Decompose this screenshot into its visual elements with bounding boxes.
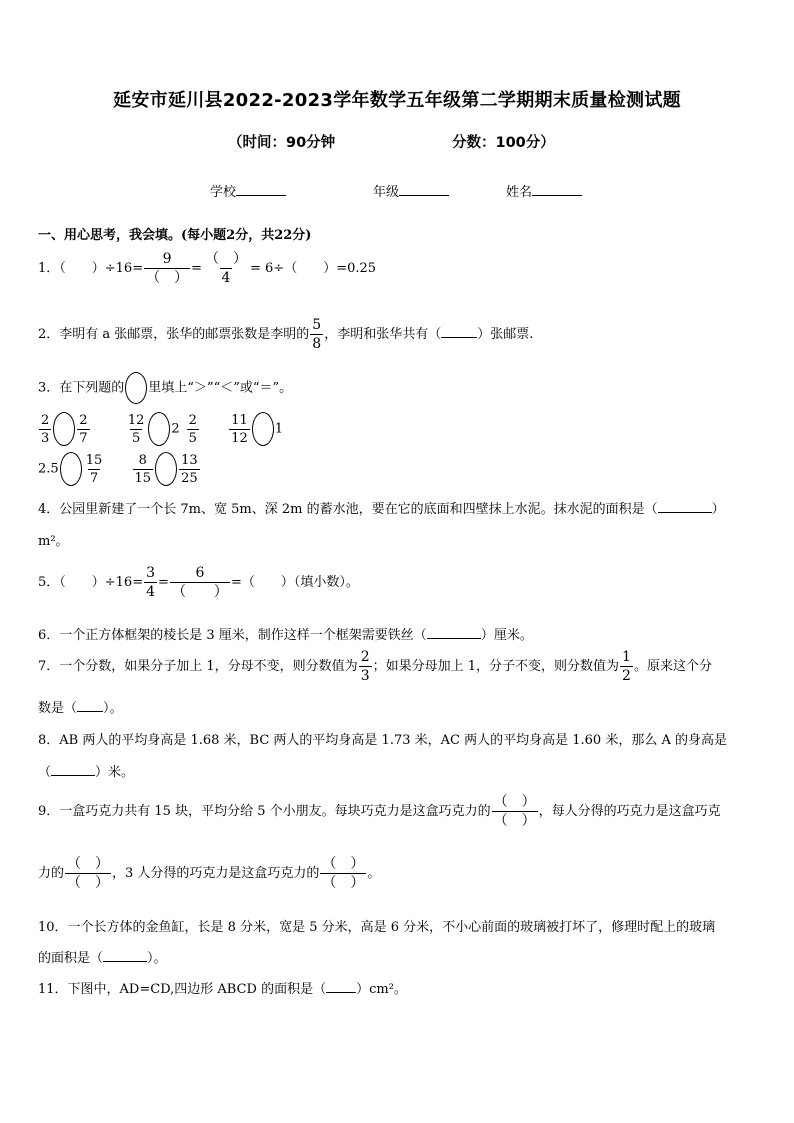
q3-row-2 [38, 452, 201, 486]
question-8: 8．AB 两人的平均身高是 1.68 米，BC 两人的平均身高是 1.73 米，AC 两人的平均身高是 1.60 米，那么 A 的身高是 [38, 733, 727, 748]
q3-p2l-n: 12 [127, 412, 145, 428]
section-title: 一、用心思考，我会填。(每小题2分，共22分) [38, 228, 312, 243]
question-4 [38, 498, 725, 517]
q6-blank [427, 626, 481, 639]
question-9-line-2 [38, 857, 380, 890]
question-10: 10．一个长方体的金鱼缸，长是 8 分米，宽是 5 分米，高是 6 分米，不小心前面的玻璃被打坏了，修理时配上的玻璃 [38, 920, 716, 935]
q3-oval-3[interactable] [252, 412, 274, 446]
q9-f2-n: （ ） [67, 856, 110, 872]
question-2 [38, 318, 533, 351]
q7-f2-d: 2 [622, 668, 631, 684]
q2-text-a: 2．李明有 a 张邮票，张华的邮票张数是李明的 [38, 327, 310, 342]
grade-field [373, 181, 449, 200]
q8-text-c: ）米。 [95, 765, 135, 780]
q2-denominator: 8 [312, 336, 322, 352]
q5-text-a: 5．（ ）÷16= [38, 575, 144, 590]
q2-text-b: ，李明和张华共有（ [324, 327, 442, 342]
q9-text-c: 力的 [38, 866, 65, 881]
grade-label: 年级 [373, 185, 400, 200]
q7-blank [77, 699, 103, 712]
q1-f1-denominator: （ ） [146, 270, 189, 286]
q1-text-b: = 6÷（ ）=0.25 [250, 261, 377, 276]
question-1 [38, 252, 376, 285]
q3-p1r-d: 7 [79, 430, 88, 446]
q2-numerator: 5 [312, 317, 322, 333]
question-7-line-2 [38, 697, 123, 716]
q3-p3l-d: 12 [231, 430, 248, 446]
q3-text-a: 3．在下列题的 [38, 380, 125, 396]
q5-f2-n: 6 [195, 565, 205, 581]
q7-text-c: 。原来这个分 [633, 659, 712, 674]
q3-p4-right [84, 454, 105, 485]
q1-f1-numerator: 9 [162, 251, 172, 267]
q9-fraction-2 [65, 857, 111, 890]
q3-p1-right [77, 414, 89, 445]
q3-text-b: 里填上“＞”“＜”或“＝”。 [148, 380, 293, 396]
q9-fraction-3 [320, 857, 366, 890]
q7-f1-d: 3 [360, 668, 370, 684]
q7-f1-n: 2 [360, 649, 370, 665]
page-title: 延安市延川县2022-2023学年数学五年级第二学期期末质量检测试题 [113, 90, 681, 111]
q9-f2-d: （ ） [67, 875, 110, 891]
question-10-line-2 [38, 947, 167, 966]
exam-score: 分数：100分） [452, 135, 555, 151]
q9-f3-d: （ ） [322, 875, 365, 891]
q3-p2l-d: 5 [131, 430, 141, 446]
q5-f1-d: 4 [146, 584, 156, 600]
q8-blank [51, 763, 95, 776]
q2-blank [441, 325, 477, 338]
q5-fraction-2 [170, 566, 230, 599]
q1-fraction-1 [144, 252, 190, 285]
q1-equals: = [191, 261, 203, 276]
q3-p3l-n: 11 [231, 412, 248, 428]
question-3 [38, 372, 292, 404]
q3-p2r-n: 2 [188, 412, 197, 428]
school-blank [236, 183, 286, 196]
q10-text-c: ）。 [147, 951, 167, 966]
q9-text-b: ，每人分得的巧克力是这盒巧克 [538, 804, 721, 819]
q2-fraction [310, 318, 323, 351]
q9-fraction-1 [492, 795, 538, 828]
q10-text-b: 的面积是（ [38, 951, 104, 966]
name-field [506, 181, 582, 200]
q3-p2-left [126, 414, 147, 445]
q3-p1r-n: 2 [79, 412, 88, 428]
q6-text-a: 6．一个正方体框架的棱长是 3 厘米，制作这样一个框架需要铁丝（ [38, 628, 427, 643]
q3-oval-1[interactable] [53, 412, 75, 446]
q3-p5l-n: 8 [138, 452, 147, 468]
q3-p5r-n: 13 [181, 452, 198, 468]
q3-p3-right: 1 [274, 421, 284, 437]
q11-blank [326, 980, 356, 993]
q3-p2-mid: 2 [171, 421, 180, 437]
q3-row-1 [38, 412, 283, 446]
question-11 [38, 978, 407, 997]
q3-p5r-d: 25 [181, 470, 198, 486]
q7-fraction-2 [620, 650, 633, 683]
q7-f2-n: 1 [622, 649, 631, 665]
q5-text-b: =（ ）（填小数）。 [230, 575, 359, 590]
q3-p2-right [187, 414, 199, 445]
q3-p2r-d: 5 [188, 430, 197, 446]
school-label: 学校 [210, 185, 237, 200]
q1-f2-denominator: 4 [221, 270, 231, 286]
q7-fraction-1 [359, 650, 372, 683]
q3-p1l-n: 2 [41, 412, 50, 428]
question-5 [38, 566, 359, 599]
q10-blank [103, 949, 147, 962]
q3-p3-left [229, 414, 250, 445]
q5-f2-d: （ ） [171, 584, 228, 600]
q7-text-a: 7．一个分数，如果分子加上 1，分母不变，则分数值为 [38, 659, 358, 674]
grade-blank [399, 183, 449, 196]
q3-oval-2[interactable] [148, 412, 170, 446]
q6-text-b: ）厘米。 [480, 628, 533, 643]
q1-fraction-2 [203, 252, 249, 285]
q9-f1-n: （ ） [493, 794, 536, 810]
q3-oval-example [125, 372, 147, 404]
q9-text-a: 9．一盒巧克力共有 15 块，平均分给 5 个小朋友。每块巧克力是这盒巧克力的 [38, 804, 491, 819]
q7-text-d: 数是（ [38, 701, 78, 716]
q5-f1-n: 3 [146, 565, 156, 581]
name-blank [532, 183, 582, 196]
q11-text-b: ）cm²。 [356, 982, 407, 997]
q1-f2-numerator: （ ） [205, 251, 248, 267]
name-label: 姓名 [506, 185, 533, 200]
q3-p1-left [39, 414, 51, 445]
q3-oval-5[interactable] [155, 452, 177, 486]
exam-time: （时间：90分钟 [228, 135, 336, 151]
q3-p4r-d: 7 [89, 470, 99, 486]
q7-text-b: ；如果分母加上 1，分子不变，则分数值为 [372, 659, 620, 674]
q3-p1l-d: 3 [41, 430, 50, 446]
q3-p5-left [133, 454, 154, 485]
q3-p5l-d: 15 [134, 470, 152, 486]
q3-oval-4[interactable] [60, 452, 82, 486]
q4-text-a: 4．公园里新建了一个长 7m、宽 5m、深 2m 的蓄水池，要在它的底面和四壁抹上水泥。抹水泥的面积是（ [38, 502, 658, 517]
q7-text-e: ）。 [103, 701, 123, 716]
q2-text-c: ）张邮票. [477, 327, 534, 342]
q5-fraction-1 [144, 566, 157, 599]
question-9 [38, 795, 721, 828]
q4-text-b: ） [711, 502, 725, 517]
question-6 [38, 624, 533, 643]
q9-text-d: ，3 人分得的巧克力是这盒巧克力的 [112, 866, 320, 881]
q8-text-b: （ [38, 765, 52, 780]
q9-text-e: 。 [367, 866, 381, 881]
q4-blank [658, 500, 712, 513]
q3-p4r-n: 15 [85, 452, 103, 468]
q11-text-a: 11．下图中，AD=CD,四边形 ABCD 的面积是（ [38, 982, 327, 997]
q1-text-a: 1．（ ）÷16= [38, 261, 144, 276]
q9-f1-d: （ ） [493, 813, 536, 829]
q5-equals: = [158, 575, 169, 590]
q3-p5-right [179, 454, 200, 485]
school-field [210, 181, 286, 200]
q9-f3-n: （ ） [322, 856, 365, 872]
question-4-unit: m²。 [38, 534, 69, 549]
question-7 [38, 650, 712, 683]
question-8-line-2 [38, 761, 134, 780]
q3-p4-left: 2.5 [38, 461, 59, 477]
